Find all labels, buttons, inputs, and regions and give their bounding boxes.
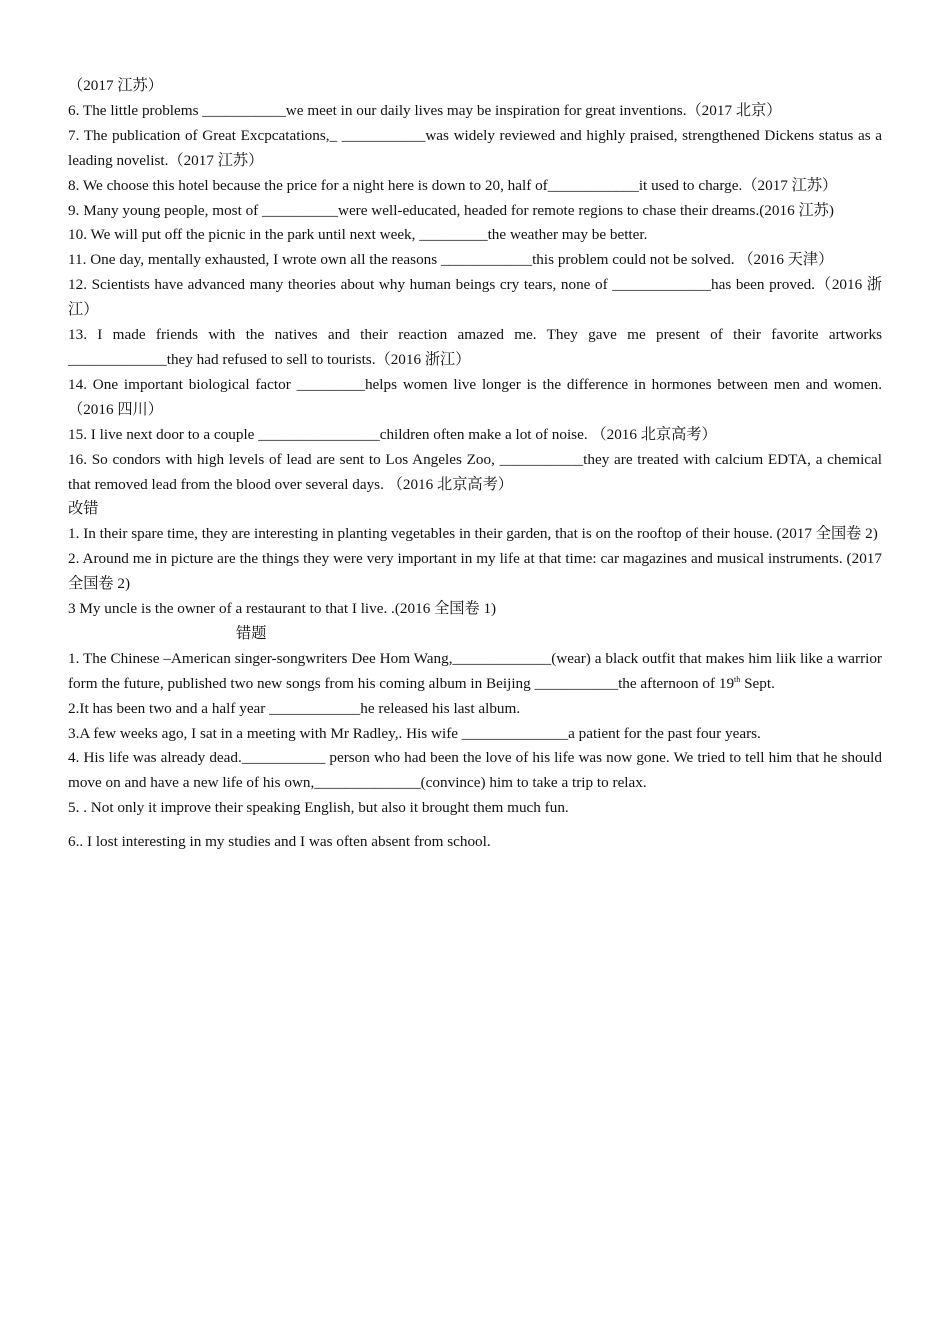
fill-question-10: 10. We will put off the picnic in the park until next week, _________the weather may be better.: [68, 226, 648, 244]
fill-question-12: 12. Scientists have advanced many theories about why human beings cry tears, none of _____________has been proved.（2016 浙江）: [68, 276, 882, 319]
document-page: [68, 74, 882, 855]
error-item-6: 6.. I lost interesting in my studies and I was often absent from school.: [68, 833, 491, 851]
source-fragment: （2017 江苏）: [68, 77, 163, 94]
fill-question-15: 15. I live next door to a couple ________________children often make a lot of noise. （2016 北京高考）: [68, 425, 717, 443]
error-item-3: 3.A few weeks ago, I sat in a meeting with Mr Radley,. His wife ______________a patient for the past four years.: [68, 724, 761, 742]
error-item-4: 4. His life was already dead.___________ person who had been the love of his life was now gone. We tried to tell him that he should move on and have a new life of his own,______________(convince) him to take a trip to relax.: [68, 749, 882, 792]
correction-item-1: 1. In their spare time, they are interesting in planting vegetables in their garden, that is on the rooftop of their house. (2017 全国卷 2): [68, 525, 878, 543]
fill-question-14: 14. One important biological factor _________helps women live longer is the difference in hormones between men and women.（2016 四川）: [68, 375, 882, 418]
error-item-1-text: 1. The Chinese –American singer-songwriters Dee Hom Wang,_____________(wear) a black outfit that makes him liik like a warrior form the future, published two new songs from his coming album in Beijing ___________the afternoon of 19: [68, 649, 882, 692]
ordinal-suffix: th: [734, 674, 741, 684]
fill-question-6: 6. The little problems ___________we meet in our daily lives may be inspiration for great inventions.（2017 北京）: [68, 101, 782, 119]
fill-question-11: 11. One day, mentally exhausted, I wrote own all the reasons ____________this problem could not be solved. （2016 天津）: [68, 251, 834, 269]
fill-question-16: 16. So condors with high levels of lead are sent to Los Angeles Zoo, ___________they are treated with calcium EDTA, a chemical that removed lead from the blood over several days. （2016 北京高考）: [68, 450, 882, 493]
correction-item-2: 2. Around me in picture are the things they were very important in my life at that time: car magazines and musical instruments. (2017 全国卷 2): [68, 550, 882, 593]
error-item-2: 2.It has been two and a half year ____________he released his last album.: [68, 699, 521, 717]
fill-question-9: 9. Many young people, most of __________were well-educated, headed for remote regions to chase their dreams.(2016 江苏): [68, 201, 834, 219]
error-item-1-tail: Sept.: [740, 674, 775, 692]
correction-heading: 改错: [68, 500, 99, 518]
correction-item-3: 3 My uncle is the owner of a restaurant to that I live. .(2016 全国卷 1): [68, 600, 497, 618]
error-item-5: 5. . Not only it improve their speaking English, but also it brought them much fun.: [68, 799, 569, 817]
fill-question-13: 13. I made friends with the natives and their reaction amazed me. They gave me present of their favorite artworks _____________they had refused to sell to tourists.（2016 浙江）: [68, 326, 882, 368]
error-heading: 错题: [236, 624, 267, 642]
fill-question-7: 7. The publication of Great Excpcatations,_ ___________was widely reviewed and highly praised, strengthened Dickens status as a leading novelist.（2017 江苏）: [68, 126, 882, 169]
error-item-1: [68, 647, 882, 697]
fill-question-8: 8. We choose this hotel because the price for a night here is down to 20, half of____________it used to charge.（2017 江苏）: [68, 176, 838, 194]
paragraph-gap: [68, 821, 882, 830]
